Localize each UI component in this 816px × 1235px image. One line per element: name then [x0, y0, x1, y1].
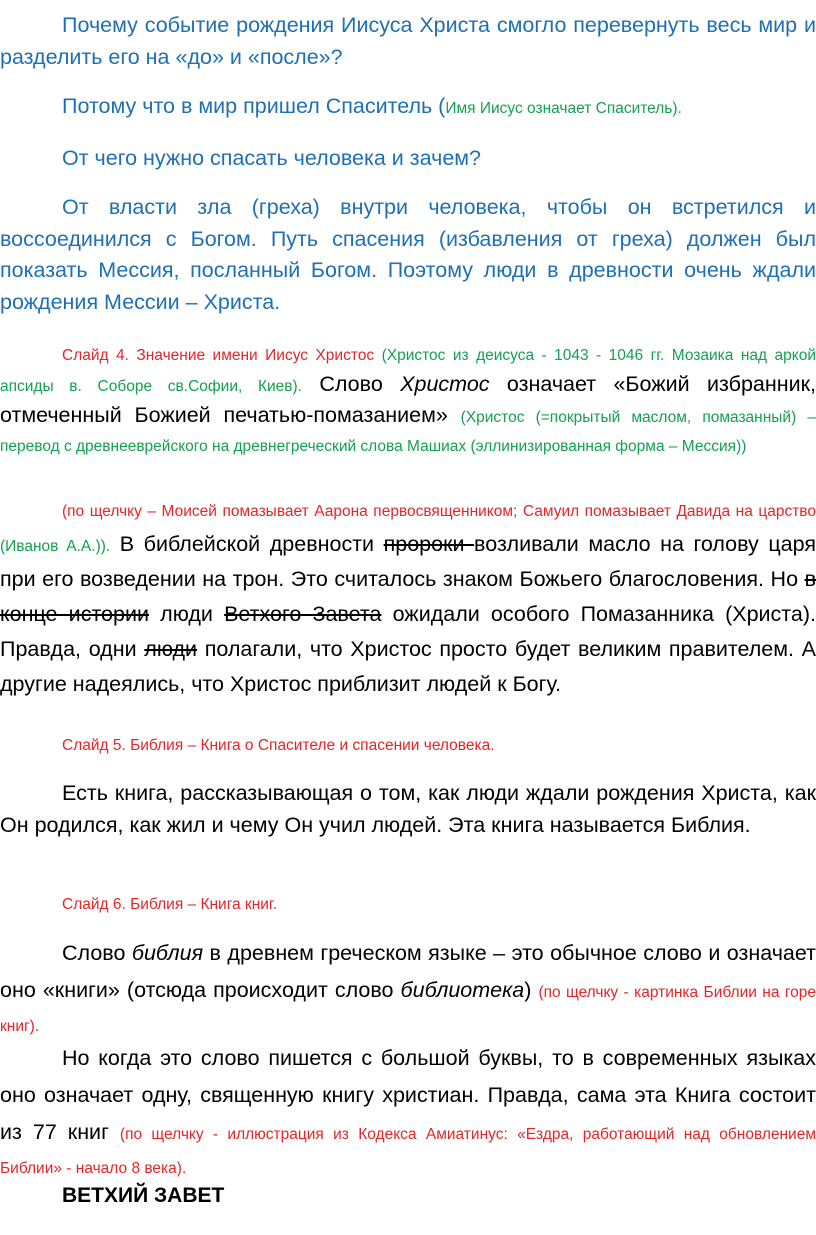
struck-phrase-old-testament: Ветхого Завета: [224, 602, 382, 626]
bible-picture-note: (по щелчку - картинка Библии на горе книг).: [0, 984, 816, 1035]
anointing-text-1: В библейской древности: [110, 532, 384, 556]
struck-word-people: люди: [144, 637, 198, 661]
bible-word-text-1: Слово: [62, 941, 132, 965]
anointing-text-2: возливали масло на голову царя при его возведении на трон. Это считалось знаком Божьего благословения. Но: [0, 532, 816, 591]
question-paragraph-1: [0, 10, 816, 73]
bible-word-italic: библия: [131, 941, 204, 965]
slide-5-title: Слайд 5. Библия – Книга о Спасителе и спасении человека.: [62, 737, 495, 754]
bible-word-paragraph: [0, 936, 816, 1044]
capital-bible-text: Но когда это слово пишется с большой буквы, то в современных языках оно означает одну, священную книгу христиан. Правда, сама эта Книга состоит из 77 книг: [0, 1046, 816, 1144]
old-testament-heading: ВЕТХИЙ ЗАВЕТ: [62, 1184, 225, 1207]
christos-translation-note: (Христос (=покрытый маслом, помазанный) – перевод с древнееврейского на древнегреческий слова Машиах (эллинизированная форма – Мессия)): [0, 409, 816, 455]
anointing-text-4: ожидали особого Помазанника (Христа). Правда, одни: [0, 602, 816, 661]
answer-text-1: Потому что в мир пришел Спаситель (: [62, 94, 446, 118]
answer-text-2: От власти зла (греха) внутри человека, чтобы он встретился и воссоединился с Богом. Путь спасения (избавления от греха) должен был показать Мессия, посланный Богом. Поэтому люди в древности очень ждали рождения Мессии – Христа.: [0, 195, 816, 314]
christos-text-1: Слово: [302, 372, 401, 396]
question-text-1: Почему событие рождения Иисуса Христа смогло перевернуть весь мир и разделить его на «до» и «после»?: [0, 13, 816, 69]
slide-4-title: Слайд 4. Значение имени Иисус Христос: [62, 347, 375, 364]
capital-bible-paragraph: [0, 1041, 816, 1186]
question-paragraph-2: [0, 143, 816, 175]
slide-5-paragraph: [0, 734, 816, 758]
bible-book-paragraph: [0, 778, 816, 841]
library-word-italic: библиотека: [400, 978, 525, 1002]
slide-6-title: Слайд 6. Библия – Книга книг.: [62, 896, 277, 913]
question-text-2: От чего нужно спасать человека и зачем?: [62, 146, 482, 170]
struck-word-prophets: пророки: [383, 532, 475, 556]
christos-word: Христос: [400, 372, 490, 396]
anointing-click-note: (по щелчку – Моисей помазывает Аарона первосвященником; Самуил помазывает Давида на царство: [62, 503, 816, 520]
slide-4-image-note: (Христос из деисуса - 1043 - 1046 гг. Мозаика над аркой апсиды в. Соборе св.Софии, Киев).: [0, 347, 816, 395]
answer-paragraph-2: [0, 192, 816, 318]
anointing-text-3: люди: [148, 602, 225, 626]
bible-book-text: Есть книга, рассказывающая о том, как люди ждали рождения Христа, как Он родился, как жил и чему Он учил людей. Эта книга называется Библия.: [0, 781, 816, 837]
bible-word-text-3: ): [524, 978, 539, 1002]
name-meaning-note: Имя Иисус означает Спаситель).: [445, 100, 682, 117]
anointing-text-5: полагали, что Христос просто будет великим правителем. А другие надеялись, что Христос приблизит людей к Богу.: [0, 637, 816, 696]
slide-4-paragraph: [0, 341, 816, 461]
bible-word-text-2: в древнем греческом языке – это обычное слово и означает оно «книги» (отсюда происходит слово: [0, 941, 816, 1002]
artist-note: (Иванов А.А.)).: [0, 538, 111, 555]
slide-6-paragraph: [0, 893, 816, 917]
codex-amiatinus-note: (по щелчку - иллюстрация из Кодекса Амиатинус: «Ездра, работающий над обновлением Библии» - начало 8 века).: [0, 1126, 816, 1177]
struck-phrase-end-of-history: в конце истории: [0, 567, 816, 626]
christos-text-2: означает «Божий избранник, отмеченный Божией печатью-помазанием»: [0, 372, 816, 427]
anointing-paragraph: [0, 495, 816, 703]
answer-paragraph-1: [0, 91, 816, 125]
